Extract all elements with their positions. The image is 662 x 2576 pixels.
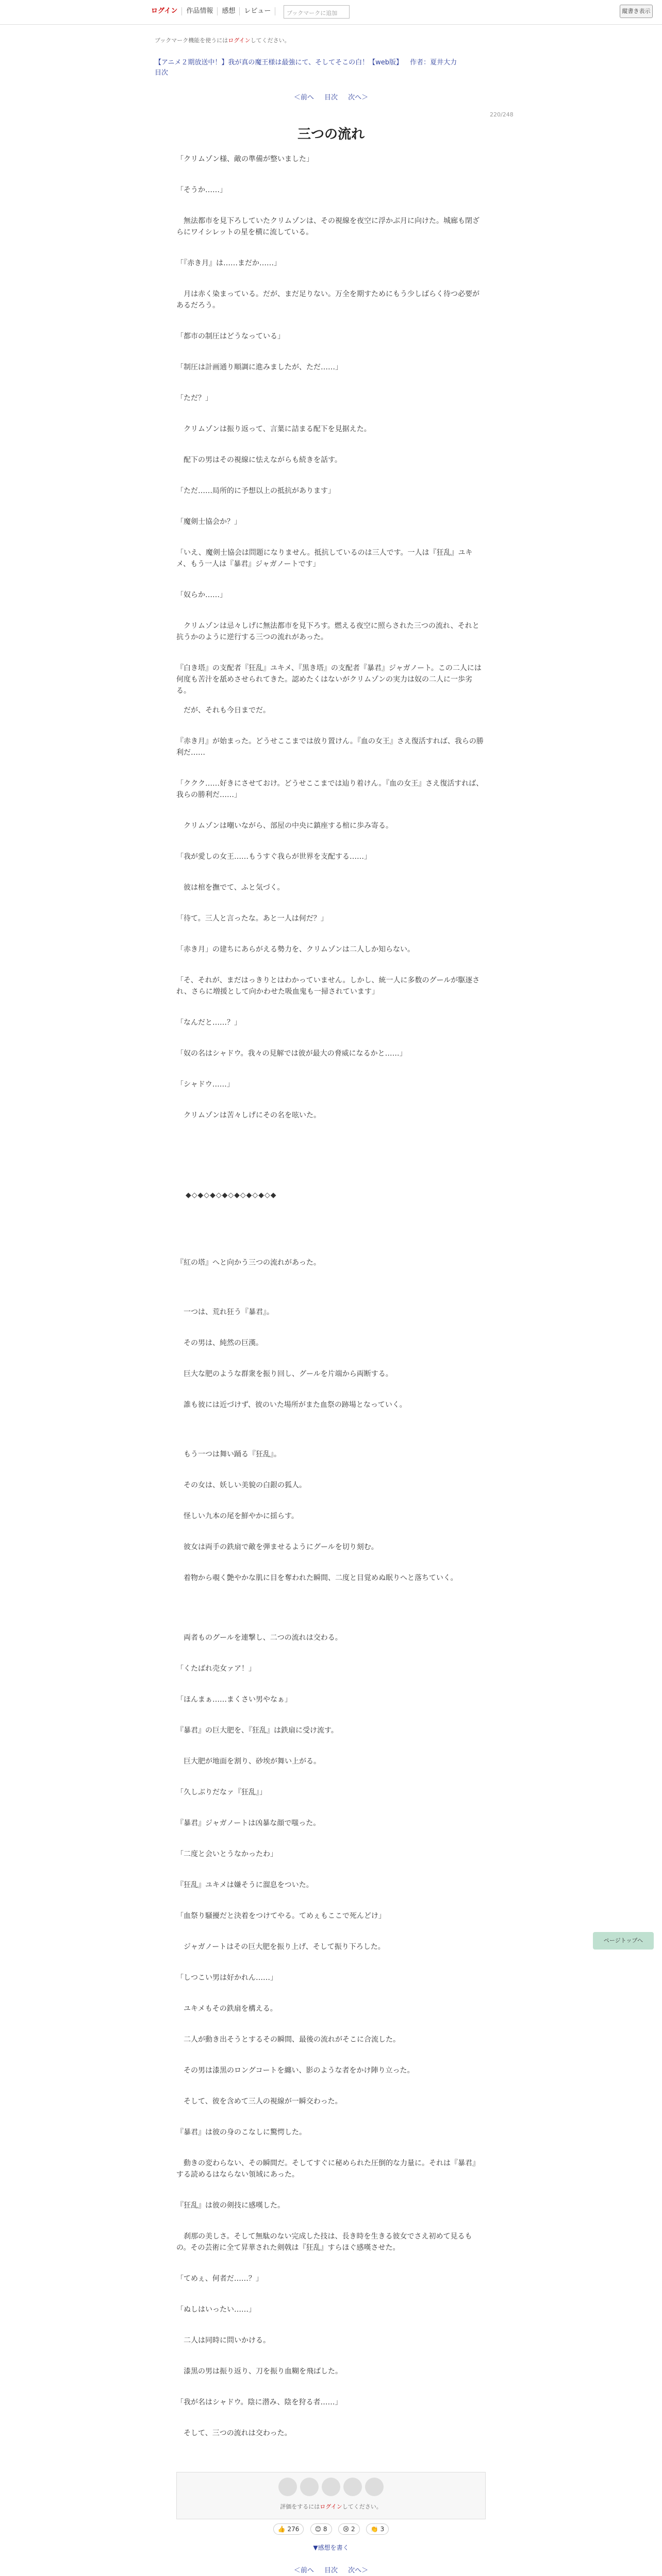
paragraph: 「待て。三人と言ったな。あと一人は何だ？」 — [176, 914, 328, 923]
paragraph: 『赤き月』が始まった。どうせここまでは放り置けん。『血の女王』さえ復活すれば、我らの勝利だ…… — [176, 737, 484, 757]
header-nav — [147, 7, 275, 15]
paragraph: その男は、純然の巨漢。 — [176, 1339, 263, 1347]
nav-reviews[interactable]: 感想 — [218, 7, 240, 15]
reaction-cry[interactable]: 😢 2 — [338, 2523, 360, 2535]
paragraph: だが、それも今日までだ。 — [176, 706, 270, 715]
star-icon[interactable] — [365, 2478, 384, 2496]
paragraph: 月は赤く染まっている。だが、まだ足りない。万全を期すためにもう少しばらく待つ必要があるだろう。 — [176, 290, 479, 310]
paragraph: 『暴君』ジャガノートは凶暴な顔で嗤った。 — [176, 1819, 321, 1827]
smile-icon: 😊 — [315, 2526, 322, 2533]
series-info: 【アニメ２期放送中！】我が真の魔王様は最強にて、そしてそこの白！【web版】 作者：夏井大力 目次 — [155, 59, 457, 77]
paragraph: 配下の男はその視線に怯えながらも続きを話す。 — [176, 456, 342, 464]
vertical-mode-button[interactable]: 縦書き表示 — [620, 5, 653, 18]
paragraph: 「ただ……局所的に予想以上の抵抗があります」 — [176, 487, 335, 495]
section-divider: ◆◇◆◇◆◇◆◇◆◇◆◇◆◇◆ — [186, 1191, 277, 1199]
reaction-smile[interactable]: 😊 8 — [310, 2523, 332, 2535]
paragraph: 『狂乱』は彼の剣技に感嘆した。 — [176, 2201, 285, 2210]
paragraph: 両者ものグールを連撃し、二つの流れは交わる。 — [176, 1634, 342, 1642]
paragraph: 「赤き月」の建ちにあらがえる勢力を、クリムゾンは二人しか知らない。 — [176, 945, 415, 954]
toc-link[interactable]: 目次 — [324, 94, 338, 101]
paragraph: 「『赤き月』は……まだか……」 — [176, 259, 281, 267]
paragraph: 「くたばれ売女ァア！」 — [176, 1665, 256, 1673]
paragraph: 「我が名はシャドウ。陰に潜み、陰を狩る者……」 — [176, 2398, 342, 2406]
star-icon[interactable] — [278, 2478, 297, 2496]
series-title[interactable]: 【アニメ２期放送中！】我が真の魔王様は最強にて、そしてそこの白！【web版】 — [155, 59, 403, 66]
prev-link[interactable]: ＜前へ — [293, 2567, 314, 2574]
page-top-button[interactable]: ページトップへ — [593, 1932, 654, 1950]
clap-icon: 👏 — [370, 2526, 378, 2533]
paragraph: 「久しぶりだなァ『狂乱』」 — [176, 1788, 267, 1797]
rating-stars[interactable] — [177, 2478, 485, 2498]
paragraph: 「二度と会いとうなかったわ」 — [176, 1850, 277, 1858]
prev-link[interactable]: ＜前へ — [293, 94, 314, 101]
paragraph: 「しつこい男は好かれん……」 — [176, 1974, 277, 1982]
paragraph: ジャガノートはその巨大肥を振り上げ、そして振り下ろした。 — [176, 1943, 385, 1951]
paragraph: 着物から覗く艶やかな肌に目を奪われた瞬間、二度と目覚めぬ眠りへと落ちていく。 — [176, 1574, 458, 1582]
star-icon[interactable] — [343, 2478, 362, 2496]
site-header — [0, 0, 662, 25]
reaction-clap[interactable]: 👏 3 — [366, 2523, 389, 2535]
paragraph: 怪しい九本の尾を鮮やかに揺らす。 — [176, 1512, 299, 1520]
paragraph: クリムゾンは嘲いながら、部屋の中央に鎮座する棺に歩み寄る。 — [176, 822, 393, 830]
reactions — [0, 2523, 662, 2535]
next-link[interactable]: 次へ＞ — [348, 2567, 369, 2574]
paragraph: 漆黒の男は振り返り、刀を振り血糊を飛ばした。 — [176, 2367, 342, 2376]
pager-top — [0, 92, 662, 101]
next-link[interactable]: 次へ＞ — [348, 94, 369, 101]
paragraph: 無法都市を見下ろしていたクリムゾンは、その視線を夜空に浮かぶ月に向けた。城廊も閉ざらにワイシレットの星を横に流している。 — [176, 217, 479, 236]
paragraph: 「そ、それが、まだはっきりとはわかっていません。しかし、統一人に多数のグールが駆逐され、さらに増援として向かわせた吸血鬼も一掃されています」 — [176, 976, 480, 996]
paragraph: 二人は同時に問いかける。 — [176, 2336, 270, 2345]
paragraph: 「てめぇ、何者だ……？」 — [176, 2275, 263, 2283]
paragraph: そして、彼を含めて三人の視線が一瞬交わった。 — [176, 2097, 342, 2106]
paragraph: 「そうか……」 — [176, 186, 227, 194]
paragraph: 巨大な肥のような群衆を振り回し、グールを片端から両断する。 — [176, 1370, 393, 1378]
paragraph: 刹那の美しさ。そして無駄のない完成した技は、長き時を生きる彼女でさえ初めて見るもの。その芸術に全て昇華された剣戟は『狂乱』すらほぐ感嘆させた。 — [176, 2232, 472, 2252]
author-link[interactable]: 夏井大力 — [430, 59, 457, 66]
toc-link[interactable]: 目次 — [324, 2567, 338, 2574]
paragraph: クリムゾンは忌々しげに無法都市を見下ろす。燃える夜空に照らされた三つの流れ、それと抗うかのように逆行する三つの流れがあった。 — [176, 622, 479, 641]
paragraph: 巨大肥が地面を割り、砂埃が舞い上がる。 — [176, 1757, 321, 1766]
paragraph: 『紅の塔』へと向かう三つの流れがあった。 — [176, 1259, 321, 1267]
paragraph: 「クリムゾン様、敵の準備が整いました」 — [176, 155, 313, 163]
paragraph: その男は漆黒のロングコートを纏い、影のような者をかけ陣り立った。 — [176, 2066, 415, 2075]
rating-box — [176, 2472, 486, 2519]
paragraph: 「ほんまぁ……まくさい男やなぁ」 — [176, 1696, 292, 1704]
paragraph: 彼女は両手の鉄扇で敵を弾ませるようにグールを切り刻む。 — [176, 1543, 378, 1551]
cry-icon: 😢 — [342, 2526, 350, 2533]
paragraph: 『狂乱』ユキメは嫌そうに溜息をついた。 — [176, 1881, 313, 1889]
paragraph: 「制圧は計画通り順調に進みましたが、ただ……」 — [176, 363, 342, 371]
rating-note: 評価をするにはログインしてください。 — [280, 2503, 382, 2510]
paragraph: 『暴君』の巨大肥を、『狂乱』は鉄扇に受け流す。 — [176, 1726, 338, 1735]
paragraph: 動きの変わらない、その瞬間だ。そしてすぐに秘められた圧倒的な力量に。それは『暴君』する読めるはならない領域にあった。 — [176, 2159, 479, 2179]
paragraph: 誰も彼には近づけず、彼のいた場所がまた血祭の跡場となっていく。 — [176, 1401, 407, 1409]
paragraph: 一つは、荒れ狂う『暴君』。 — [176, 1308, 274, 1316]
rating-login-link[interactable]: ログイン — [320, 2503, 342, 2510]
paragraph: クリムゾンは振り返って、言葉に詰まる配下を見据えた。 — [176, 425, 371, 433]
paragraph: 「ただ？」 — [176, 394, 212, 402]
pager-bottom — [0, 2565, 662, 2574]
paragraph: 「いえ、魔剣士協会は問題になりません。抵抗しているのは三人です。一人は『狂乱』ユキメ、もう一人は『暴君』ジャガノートです」 — [176, 549, 473, 568]
paragraph: 「奴らか……」 — [176, 591, 227, 599]
toc-link[interactable]: 目次 — [155, 69, 169, 77]
paragraph: 「我が愛しの女王……もうすぐ我らが世界を支配する……」 — [176, 853, 371, 861]
chapter-number: 220/248 — [490, 111, 514, 118]
reaction-good[interactable]: 👍 276 — [273, 2523, 304, 2535]
star-icon[interactable] — [322, 2478, 340, 2496]
nav-review[interactable]: レビュー — [240, 7, 275, 15]
paragraph: 「奴の名はシャドウ。我々の見解では彼が最大の脅威になるかと……」 — [176, 1049, 407, 1058]
thumbs-up-icon: 👍 — [277, 2526, 286, 2533]
paragraph: 彼は棺を撫でて、ふと気づく。 — [176, 884, 285, 892]
paragraph: クリムゾンは苦々しげにその名を呟いた。 — [176, 1111, 321, 1120]
paragraph: 「血祭り騒擾だと決着をつけてやる。てめぇもここで死んどけ」 — [176, 1912, 386, 1920]
paragraph: ユキメもその鉄扇を構える。 — [176, 2005, 277, 2013]
star-icon[interactable] — [300, 2478, 319, 2496]
login-link[interactable]: ログイン — [228, 37, 251, 44]
write-review-link[interactable]: ▼感想を書く — [313, 2544, 349, 2551]
paragraph: もう一つは舞い踊る『狂乱』。 — [176, 1450, 281, 1459]
paragraph: 「ぬしはいったい……」 — [176, 2306, 256, 2314]
paragraph: 『暴君』は彼の身のこなしに驚愕した。 — [176, 2128, 306, 2137]
paragraph: 二人が動き出そうとするその瞬間、最後の流れがそこに合流した。 — [176, 2036, 400, 2044]
paragraph: 「ククク……好きにさせておけ。どうせここまでは辿り着けん。『血の女王』さえ復活すれば、我らの勝利だ……」 — [176, 779, 484, 799]
chapter-title: 三つの流れ — [297, 127, 365, 142]
bookmark-input[interactable]: ブックマークに追加 — [284, 5, 350, 19]
paragraph: 「都市の制圧はどうなっている」 — [176, 332, 285, 341]
login-note: ブックマーク機能を使うにはログインしてください。 — [155, 37, 290, 44]
nav-login[interactable]: ログイン — [147, 7, 182, 15]
paragraph: 『白き塔』の支配者『狂乱』ユキメ、『黒き塔』の支配者『暴君』ジャガノート。この二人には何度も苦汁を舐めさせられてきた。認めたくはないがクリムゾンの実力は奴の二人に一歩劣る。 — [176, 664, 482, 695]
paragraph: 「シャドウ……」 — [176, 1080, 234, 1089]
paragraph: 「なんだと……？」 — [176, 1019, 241, 1027]
paragraph: その女は、妖しい美貌の白銀の狐人。 — [176, 1481, 306, 1489]
paragraph: 「魔剣士協会か？」 — [176, 518, 241, 526]
paragraph: そして、三つの流れは交わった。 — [176, 2429, 292, 2437]
nav-work-info[interactable]: 作品情報 — [182, 7, 218, 15]
